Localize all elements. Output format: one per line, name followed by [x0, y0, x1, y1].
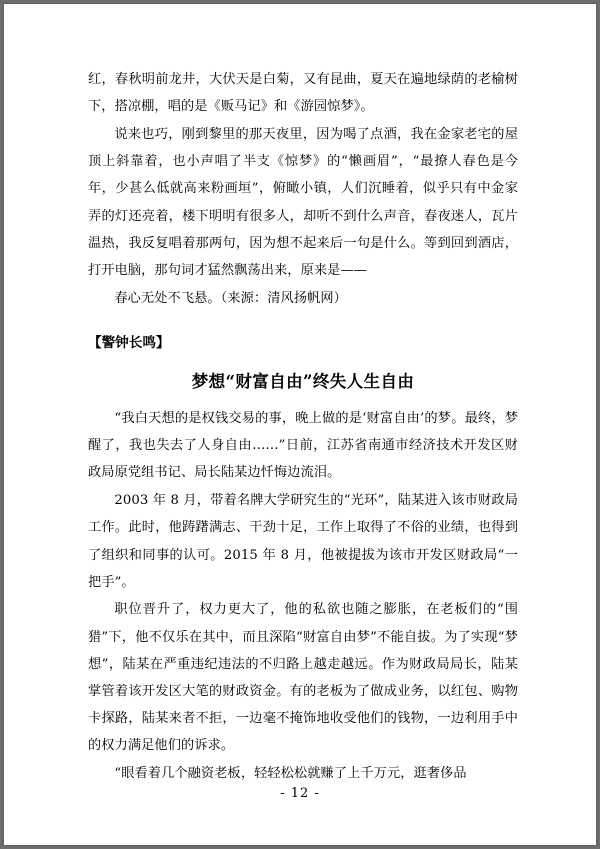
- page-number: - 12 -: [280, 786, 320, 801]
- document-page: [4, 4, 596, 845]
- paragraph: “我白天想的是权钱交易的事，晚上做的是‘财富自由’的梦。最终，梦醒了，我也失去了人身自由……”日前，江苏省南通市经济技术开发区财政局原党组书记、局长陆某边忏悔边流泪。: [88, 411, 518, 481]
- paragraph: 说来也巧，刚到黎里的那天夜里，因为喝了点酒，我在金家老宅的屋顶上斜靠着，也小声唱了半支《惊梦》的“懒画眉”，“最撩人春色是今年，少甚么低就高来粉画垣”，俯瞰小镇，人们沉睡着，似乎只有中金家弄的灯还亮着，楼下明明有很多人，却听不到什么声音，春夜迷人，瓦片温热，我反复唱着那两句，因为想不起来后一句是什么。等到回到酒店，打开电脑，那句词才猛然飘荡出来，原来是——: [88, 126, 518, 278]
- page-content: [88, 66, 518, 788]
- paragraph: 红，春秋明前龙井，大伏天是白菊，又有昆曲，夏天在遍地绿荫的老榆树下，搭凉棚，唱的是《贩马记》和《游园惊梦》。: [88, 72, 518, 115]
- section-heading: 【警钟长鸣】: [88, 334, 170, 351]
- paragraph: 职位晋升了，权力更大了，他的私欲也随之膨胀，在老板们的“围猎”下，他不仅乐在其中，而且深陷“财富自由梦”不能自拔。为了实现“梦想”，陆某在严重违纪违法的不归路上越走越远。作为财政局局长，陆某掌管着该开发区大笔的财政资金。有的老板为了做成业务，以红包、购物卡探路，陆某来者不拒，一边毫不掩饰地收受他们的钱物，一边利用手中的权力满足他们的诉求。: [88, 602, 518, 754]
- paragraph: 春心无处不飞悬。（来源：清风扬帆网）: [114, 290, 347, 306]
- paragraph: “眼看着几个融资老板，轻轻松松就赚了上千万元，逛奢侈品: [114, 766, 467, 782]
- paragraph: 2003 年 8 月，带着名牌大学研究生的“光环”，陆某进入该市财政局工作。此时，他踌躇满志、干劲十足，工作上取得了不俗的业绩，也得到了组织和同事的认可。2015 年 8 月，他被提拔为该市开发区财政局“一把手”。: [88, 493, 518, 590]
- article-title: 梦想“财富自由”终失人生自由: [191, 372, 415, 392]
